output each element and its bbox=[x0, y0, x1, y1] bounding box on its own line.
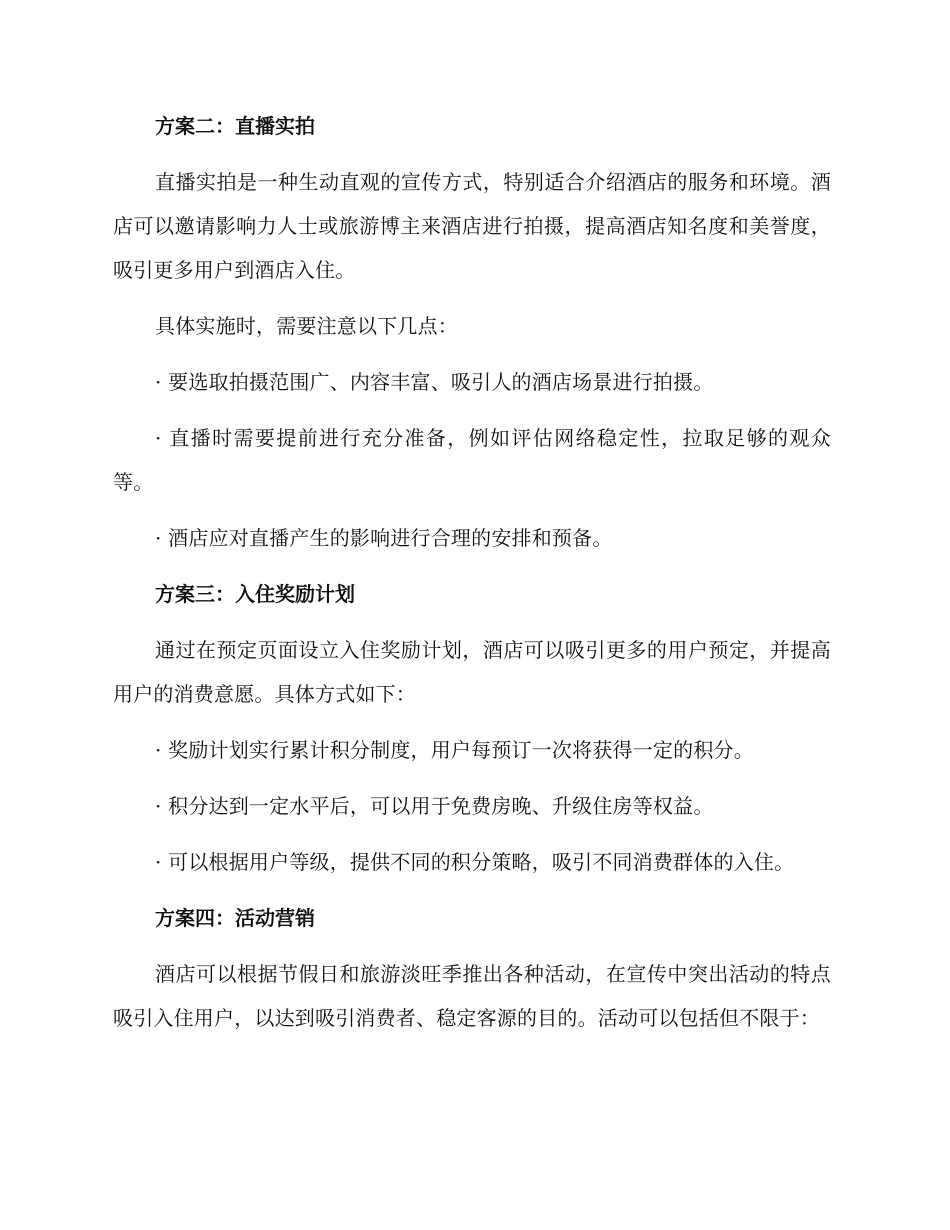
paragraph-livestream-intro: 直播实拍是一种生动直观的宣传方式，特别适合介绍酒店的服务和环境。酒店可以邀请影响力人士或旅游博主来酒店进行拍摄，提高酒店知名度和美誉度，吸引更多用户到酒店入住。 bbox=[113, 170, 831, 282]
bullet-item: · 积分达到一定水平后，可以用于免费房晚、升级住房等权益。 bbox=[155, 794, 714, 818]
bullet-item: · 要选取拍摄范围广、内容丰富、吸引人的酒店场景进行拍摄。 bbox=[155, 370, 714, 394]
paragraph-reward-intro: 通过在预定页面设立入住奖励计划，酒店可以吸引更多的用户预定，并提高用户的消费意愿。具体方式如下： bbox=[113, 638, 831, 706]
section-heading-plan-4: 方案四：活动营销 bbox=[155, 906, 315, 930]
bullet-item: · 酒店应对直播产生的影响进行合理的安排和预备。 bbox=[155, 526, 613, 550]
paragraph-implementation-notes: 具体实施时，需要注意以下几点： bbox=[155, 314, 458, 338]
bullet-item: · 可以根据用户等级，提供不同的积分策略，吸引不同消费群体的入住。 bbox=[155, 850, 795, 874]
section-heading-plan-2: 方案二：直播实拍 bbox=[155, 114, 315, 138]
section-heading-plan-3: 方案三：入住奖励计划 bbox=[155, 582, 355, 606]
document-body bbox=[113, 104, 831, 1040]
bullet-item: · 直播时需要提前进行充分准备，例如评估网络稳定性，拉取足够的观众等。 bbox=[113, 426, 831, 494]
paragraph-event-marketing: 酒店可以根据节假日和旅游淡旺季推出各种活动，在宣传中突出活动的特点吸引入住用户，以达到吸引消费者、稳定客源的目的。活动可以包括但不限于： bbox=[113, 962, 831, 1030]
bullet-item: · 奖励计划实行累计积分制度，用户每预订一次将获得一定的积分。 bbox=[155, 738, 754, 762]
